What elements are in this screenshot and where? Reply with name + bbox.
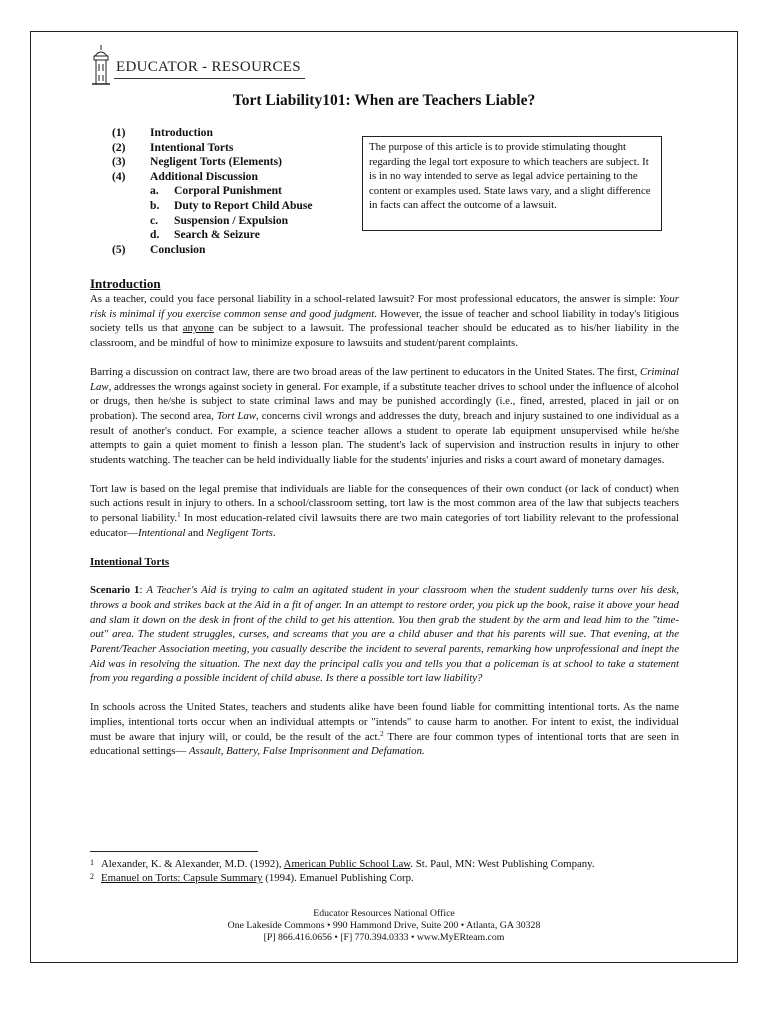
footnote: 2 Emanuel on Torts: Capsule Summary (1994). Emanuel Publishing Corp. <box>90 872 414 885</box>
footnote-ref[interactable]: 2 <box>380 729 384 738</box>
toc-subitem: c. Suspension / Expulsion <box>150 213 289 227</box>
toc-item: (3) Negligent Torts (Elements) <box>112 155 283 169</box>
brand-name: EDUCATOR - RESOURCES <box>116 59 301 75</box>
section-heading-introduction: Introduction <box>90 276 161 291</box>
page-footer <box>0 908 768 945</box>
disclaimer-box: The purpose of this article is to provide stimulating thought regarding the legal tort exposure to which teachers are subject. It is in no way intended to serve as legal advice pertaining to the content or examples used. State laws vary, and a slight difference in facts can affect the outcome of a lawsuit. <box>362 136 662 231</box>
toc-subitem: a. Corporal Punishment <box>150 184 282 198</box>
article-body <box>90 276 679 759</box>
footnote-ref[interactable]: 1 <box>177 511 181 520</box>
bell-tower-icon <box>90 44 112 88</box>
brand-logo <box>90 44 301 88</box>
toc-item: (2) Intentional Torts <box>112 140 234 154</box>
footer-address: One Lakeside Commons • 990 Hammond Drive, Suite 200 • Atlanta, GA 30328 <box>227 920 541 932</box>
toc-subitem: b. Duty to Report Child Abuse <box>150 198 313 212</box>
footnote-divider <box>90 851 258 852</box>
footer-office: Educator Resources National Office <box>313 908 455 919</box>
toc-item: (1) Introduction <box>112 126 213 139</box>
page-title: Tort Liability101: When are Teachers Liable? <box>232 92 536 109</box>
toc-item: (5) Conclusion <box>112 242 206 256</box>
footnote: 1 Alexander, K. & Alexander, M.D. (1992), American Public School Law. St. Paul, MN: West Publishing Company. <box>90 858 595 870</box>
paragraph: In schools across the United States, teachers and students alike have been found liable for committing intentional torts. As the name implies, intentional torts occur when an individual attempts or "intends" to cause harm to another. For intent to exist, the individual must be aware that injury will, or could, be the result of the act.$^2$ There are four common types of intentional torts that are seen in educational settings— Assault, Battery, False Imprisonment and Defamation. <box>90 701 679 758</box>
paragraph: Barring a discussion on contract law, there are two broad areas of the law pertinent to educators in the United States. The first, Criminal Law, addresses the wrongs against society in general. For example, if a substitute teacher drives to school under the influence of alcohol or drugs, then he/she is subject to state criminal laws and may be punished accordingly (i.e., fined, arrested, placed in jail or on probation). The second area, Tort Law, concerns civil wrongs and addresses the duty, breach and injury sustained to one individual as a result of another's conduct. For example, a science teacher allows a student to operate lab equipment unsupervised while he/she attempts to gain a quiet moment to finish a lesson plan. The student's lack of supervision and instruction results in injury to other students watching. The teacher can be held individually liable for the students' injuries and risks a court award of monetary damages. <box>90 365 680 467</box>
footer-contact: [P] 866.416.0656 • [F] 770.394.0333 • www.MyERteam.com <box>263 932 505 944</box>
toc-subitem: d. Search & Seizure <box>150 228 260 242</box>
footnotes <box>90 857 679 885</box>
toc-item: (4) Additional Discussion <box>112 169 258 183</box>
section-heading-intentional-torts: Intentional Torts <box>90 555 170 568</box>
scenario-paragraph: Scenario 1: A Teacher's Aid is trying to calm an agitated student in your classroom when the student suddenly turns over his desk, throws a book and strikes back at the Aid in a fit of anger. In an attempt to restore order, you pick up the book, raise it above your head and slam it down on the desk in front of the child to get his attention. You then grab the student by the arm and lead him to the "time-out" area. The student struggles, curses, and screams that you are a child abuser and that his parents will sue. That evening, at the Parent/Teacher Association meeting, you casually describe the incident to several parents, remarking how unprofessional and inept the Aid was in resolving the situation. The next day the principal calls you and tells you that a policeman is at school to take a statement from you regarding a possible incident of child abuse. Is there a possible tort law liability? <box>90 584 680 685</box>
table-of-contents <box>112 126 313 257</box>
paragraph: Tort law is based on the legal premise that individuals are liable for the consequences of their own conduct (or lack of conduct) when such actions result in injury to others. In a school/classroom setting, tort law is the most common area of the law that subjects teachers to personal liability.$^1$ In most education-related civil lawsuits there are two main categories of tort liability relevant to the professional educator—Intentional and Negligent Torts. <box>90 482 679 539</box>
paragraph: As a teacher, could you face personal liability in a school-related lawsuit? For most professional educators, the answer is simple: Your risk is minimal if you exercise common sense and good judgment. However, the issue of teacher and school liability in today's litigious society tells us that anyone can be subject to a lawsuit. The professional teacher should be educated as to his/her liability in the classroom, and be mindful of how to minimize exposure to lawsuits and student/parent complaints. <box>90 293 680 350</box>
